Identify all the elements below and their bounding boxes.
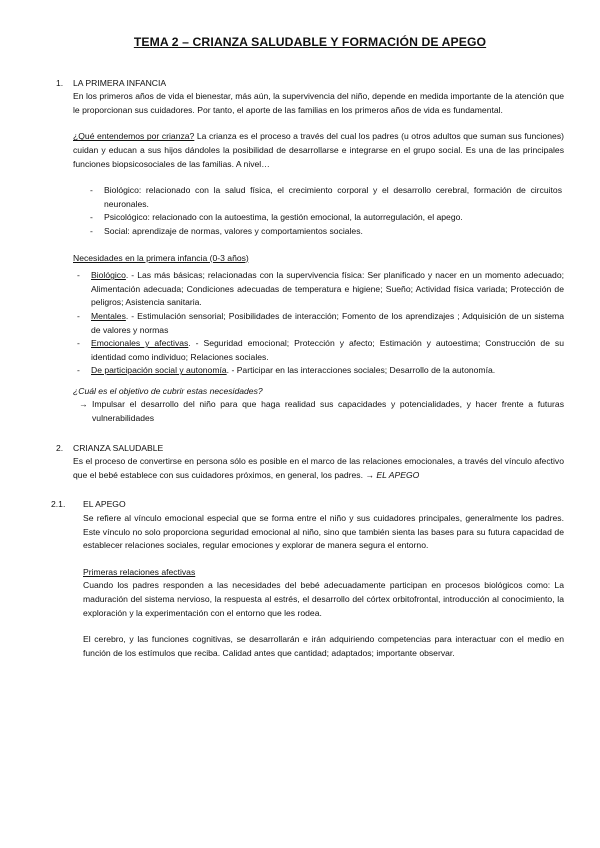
list-item: - Mentales. - Estimulación sensorial; Posibilidades de interacción; Fomento de los aprendizajes ; Adquisición de un sistema de valores y normas — [77, 310, 564, 335]
crianza-saludable-paragraph: Es el proceso de convertirse en persona sólo es posible en el marco de las relaciones emocionales, a través del vínculo afectivo que el bebé establece con sus cuidadores próximos, en general, los padres. → EL APEGO — [73, 456, 564, 480]
crianza-question: ¿Qué entendemos por crianza? — [73, 131, 195, 142]
levels-list — [73, 184, 562, 238]
page-title: TEMA 2 – CRIANZA SALUDABLE Y FORMACIÓN DE APEGO — [133, 35, 487, 49]
list-item: - Emocionales y afectivas. - Seguridad emocional; Protección y afecto; Estimación y autoestima; Construcción de su identidad como individuo; Relaciones sociales. — [77, 338, 565, 362]
section-1-heading — [56, 77, 564, 91]
section-2-heading — [56, 442, 564, 456]
apego-paragraph: Se refiere al vínculo emocional especial que se forma entre el niño y sus cuidadores principales, generalmente los padres. Este vínculo no solo proporciona seguridad emocional al niño, sino que también sienta las bases para su futura capacidad de establecer relaciones sociales, regular emociones y explorar de manera segura el entorno. — [83, 513, 564, 551]
crianza-definition: La crianza es el proceso a través del cual los padres (u otros adultos que suman sus funciones) cuidan y educan a sus hijos dándoles la posibilidad de desarrollarse e integrarse en el grupo social. Es una de las principales funciones biopsicosociales de las familias. A nivel… — [73, 131, 564, 169]
arrow-icon: → — [79, 399, 88, 410]
relaciones-paragraph: Cuando los padres responden a las necesidades del bebé adecuadamente participan en procesos biológicos como: La maduración del sistema nervioso, la respuesta al estrés, el desarrollo del córtex orbitofrontal, introducción al conocimiento, la exploración y la experimentación con el entorno que les rodea. — [83, 580, 564, 618]
section-2-1-heading — [51, 498, 564, 512]
list-item: - Biológico: relacionado con la salud física, el crecimiento corporal y el desarrollo cerebral, formación de circuitos neuronales. — [90, 185, 562, 209]
goal-answer: → Impulsar el desarrollo del niño para que haga realidad sus capacidades y potencialidades, y hacer frente a futuras vulnerabilidades — [73, 398, 564, 425]
crianza-paragraph — [73, 130, 564, 171]
section-number: 2. — [56, 442, 64, 453]
subsection-heading: Primeras relaciones afectivas — [83, 566, 196, 577]
list-item: - De participación social y autonomía. - Participar en las interacciones sociales; Desarrollo de la autonomía. — [77, 365, 496, 376]
section-number: 2.1. — [51, 499, 66, 510]
needs-heading: Necesidades en la primera infancia (0-3 años) — [73, 252, 249, 263]
goal-question: ¿Cuál es el objetivo de cubrir estas necesidades? — [73, 385, 263, 396]
list-item: - Social: aprendizaje de normas, valores y comportamientos sociales. — [90, 225, 363, 236]
section-title: EL APEGO — [83, 499, 126, 510]
section-number: 1. — [56, 77, 64, 88]
list-item: - Biológico. - Las más básicas; relacionadas con la supervivencia física: Ser planificado y nacer en un momento adecuado; Alimentación adecuada; Condiciones adecuadas de temperatura e higiene; Sueño; Actividad física variada; Protección de peligros; Asistencia sanitaria. — [77, 270, 564, 308]
cerebro-paragraph: El cerebro, y las funciones cognitivas, se desarrollarán e irán adquiriendo competencias para interactuar con el medio en función de los estímulos que reciba. Calidad antes que cantidad; adaptados; importante observar. — [83, 634, 564, 658]
apego-reference: → EL APEGO — [365, 469, 420, 480]
needs-list — [73, 269, 564, 378]
list-item: - Psicológico: relacionado con la autoestima, la gestión emocional, la autorregulación, el apego. — [90, 212, 463, 223]
section-title: CRIANZA SALUDABLE — [73, 442, 164, 453]
intro-paragraph: En los primeros años de vida el bienestar, más aún, la supervivencia del niño, depende en medida importante de la atención que le proporcionan sus cuidadores. Por tanto, el aporte de las familias en los primeros años de vida es fundamental. — [73, 91, 564, 115]
section-title: LA PRIMERA INFANCIA — [73, 77, 167, 88]
